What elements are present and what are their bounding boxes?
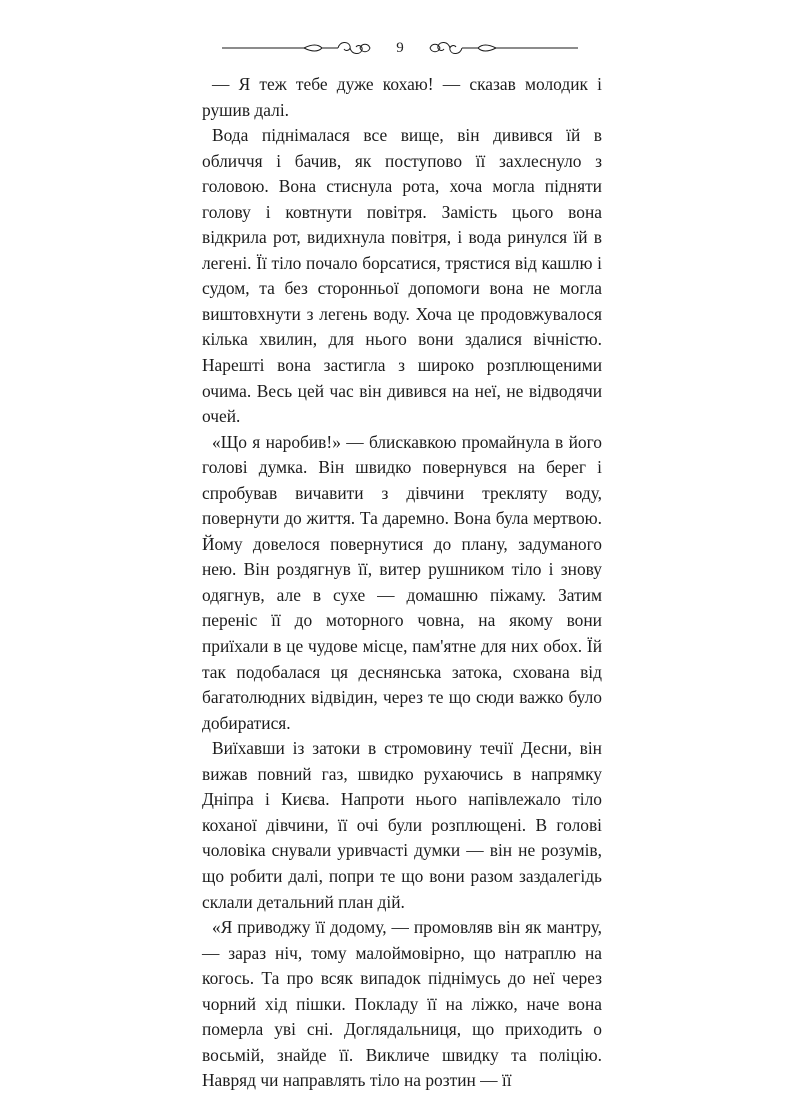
page-header	[222, 30, 578, 66]
paragraph: «Що я наробив!» — блискавкою промайнула в його голові думка. Він швидко повернувся на берег і спробував вичавити з дівчини трекляту воду, повернути до життя. Та даремно. Вона була мертвою. Йому довелося повернутися до плану, задуманого нею. Він роздягнув її, витер рушником тіло і знову одягнув, але в сухе — домашню піжаму. Затим переніс її до моторного човна, на якому вони приїхали в це чудове місце, пам'ятне для них обох. Їй так подобалася ця деснянська затока, схована від багатолюдних відвідин, через те що сюди важко було добиратися.	[202, 431, 602, 733]
page-number: 9	[396, 40, 404, 56]
paragraph: — Я теж тебе дуже кохаю! — сказав молодик і рушив далі.	[202, 74, 602, 120]
paragraph: Виїхавши із затоки в стромовину течії Десни, він вижав повний газ, швидко рухаючись в напрямку Дніпра і Києва. Напроти нього напівлежало тіло коханої дівчини, її очі були розплющені. В голові чоловіка снували уривчасті думки — він не розумів, що робити далі, попри те що вони разом заздалегідь склали детальний план дій.	[202, 738, 602, 912]
paragraph: «Я приводжу її додому, — промовляв він як мантру, — зараз ніч, тому малоймовірно, що натраплю на когось. Та про всяк випадок піднімусь до неї через чорний хід пішки. Покладу її на ліжко, наче вона померла уві сні. Доглядальниця, що приходить о восьмій, знайде її. Викличе швидку та поліцію. Навряд чи направлять тіло на розтин — її	[202, 917, 602, 1091]
paragraph: Вода піднімалася все вище, він дивився їй в обличчя і бачив, як поступово її захлеснуло з головою. Вона стиснула рота, хоча могла підняти голову і ковтнути повітря. Замість цього вона відкрила рот, видихнула повітря, і вода ринулся їй в легені. Її тіло почало борсатися, трястися від кашлю і судом, та без сторонньої допомоги вона не могла виштовхнути з легень воду. Хоча це продовжувалося кілька хвилин, для нього вони здалися вічністю. Нарешті вона застигла з широко розплющеними очима. Весь цей час він дивився на неї, не відводячи очей.	[202, 125, 602, 427]
body-text	[202, 72, 602, 1094]
